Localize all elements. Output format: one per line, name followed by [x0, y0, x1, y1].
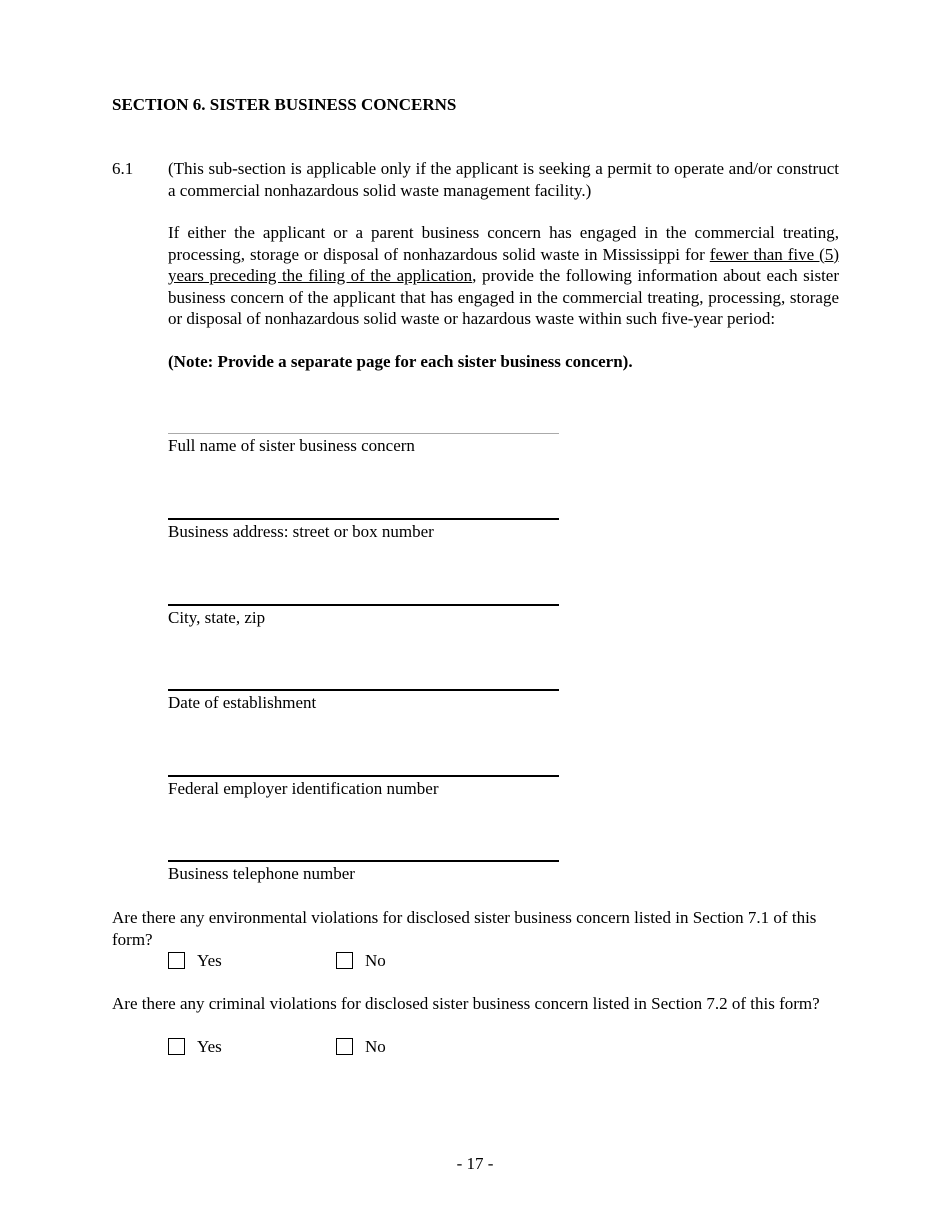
- separate-page-note: (Note: Provide a separate page for each sister business concern).: [168, 352, 633, 371]
- field-date-of-establishment[interactable]: [168, 689, 559, 714]
- business-address-label: Business address: street or box number: [168, 522, 434, 541]
- environmental-no-option[interactable]: [336, 950, 386, 972]
- instructions-text-end: , provide the following information about each sister business concern of the applicant that has engaged in the commercial treating, processing, storage or disposal of nonhazardous solid waste or hazardous waste within such five-year period:: [168, 266, 839, 328]
- business-telephone-entry-line[interactable]: [168, 860, 559, 862]
- subsection-number: 6.1: [112, 159, 134, 178]
- environmental-no-label: No: [365, 951, 386, 970]
- field-city-state-zip[interactable]: [168, 604, 559, 629]
- criminal-yes-label: Yes: [197, 1037, 222, 1056]
- environmental-yes-label: Yes: [197, 951, 222, 970]
- city-state-zip-entry-line[interactable]: [168, 604, 559, 606]
- page-number: - 17 -: [456, 1154, 494, 1173]
- field-business-address[interactable]: [168, 518, 559, 543]
- city-state-zip-label: City, state, zip: [168, 608, 266, 627]
- environmental-yes-checkbox[interactable]: [168, 952, 185, 969]
- section-title: SECTION 6. SISTER BUSINESS CONCERNS: [112, 95, 457, 114]
- criminal-no-option[interactable]: [336, 1036, 386, 1058]
- business-address-entry-line[interactable]: [168, 518, 559, 520]
- date-of-establishment-label: Date of establishment: [168, 693, 317, 712]
- instructions-text-start: If either the applicant or a parent business concern has engaged in the commercial treating, processing, storage or disposal of nonhazardous solid waste in Mississippi for: [168, 223, 839, 264]
- instructions-paragraph: [168, 222, 839, 330]
- environmental-yes-option[interactable]: [168, 950, 222, 972]
- federal-ein-label: Federal employer identification number: [168, 779, 439, 798]
- criminal-yes-checkbox[interactable]: [168, 1038, 185, 1055]
- criminal-violations-question: Are there any criminal violations for disclosed sister business concern listed in Section 7.2 of this form?: [112, 994, 820, 1013]
- field-federal-ein[interactable]: [168, 775, 559, 800]
- environmental-no-checkbox[interactable]: [336, 952, 353, 969]
- field-business-telephone[interactable]: [168, 860, 559, 885]
- federal-ein-entry-line[interactable]: [168, 775, 559, 777]
- criminal-no-label: No: [365, 1037, 386, 1056]
- full-name-label: Full name of sister business concern: [168, 436, 415, 455]
- instructions-underlined-text: fewer than five (5) years preceding the filing of the application: [168, 244, 839, 285]
- business-telephone-label: Business telephone number: [168, 864, 355, 883]
- field-full-name[interactable]: [168, 433, 559, 457]
- criminal-no-checkbox[interactable]: [336, 1038, 353, 1055]
- full-name-entry-line[interactable]: [168, 433, 559, 434]
- date-of-establishment-entry-line[interactable]: [168, 689, 559, 691]
- criminal-yes-option[interactable]: [168, 1036, 222, 1058]
- applicability-paragraph: (This sub-section is applicable only if the applicant is seeking a permit to operate and/or construct a commercial nonhazardous solid waste management facility.): [168, 159, 839, 200]
- environmental-violations-question: Are there any environmental violations for disclosed sister business concern listed in Section 7.1 of this form?: [112, 908, 817, 949]
